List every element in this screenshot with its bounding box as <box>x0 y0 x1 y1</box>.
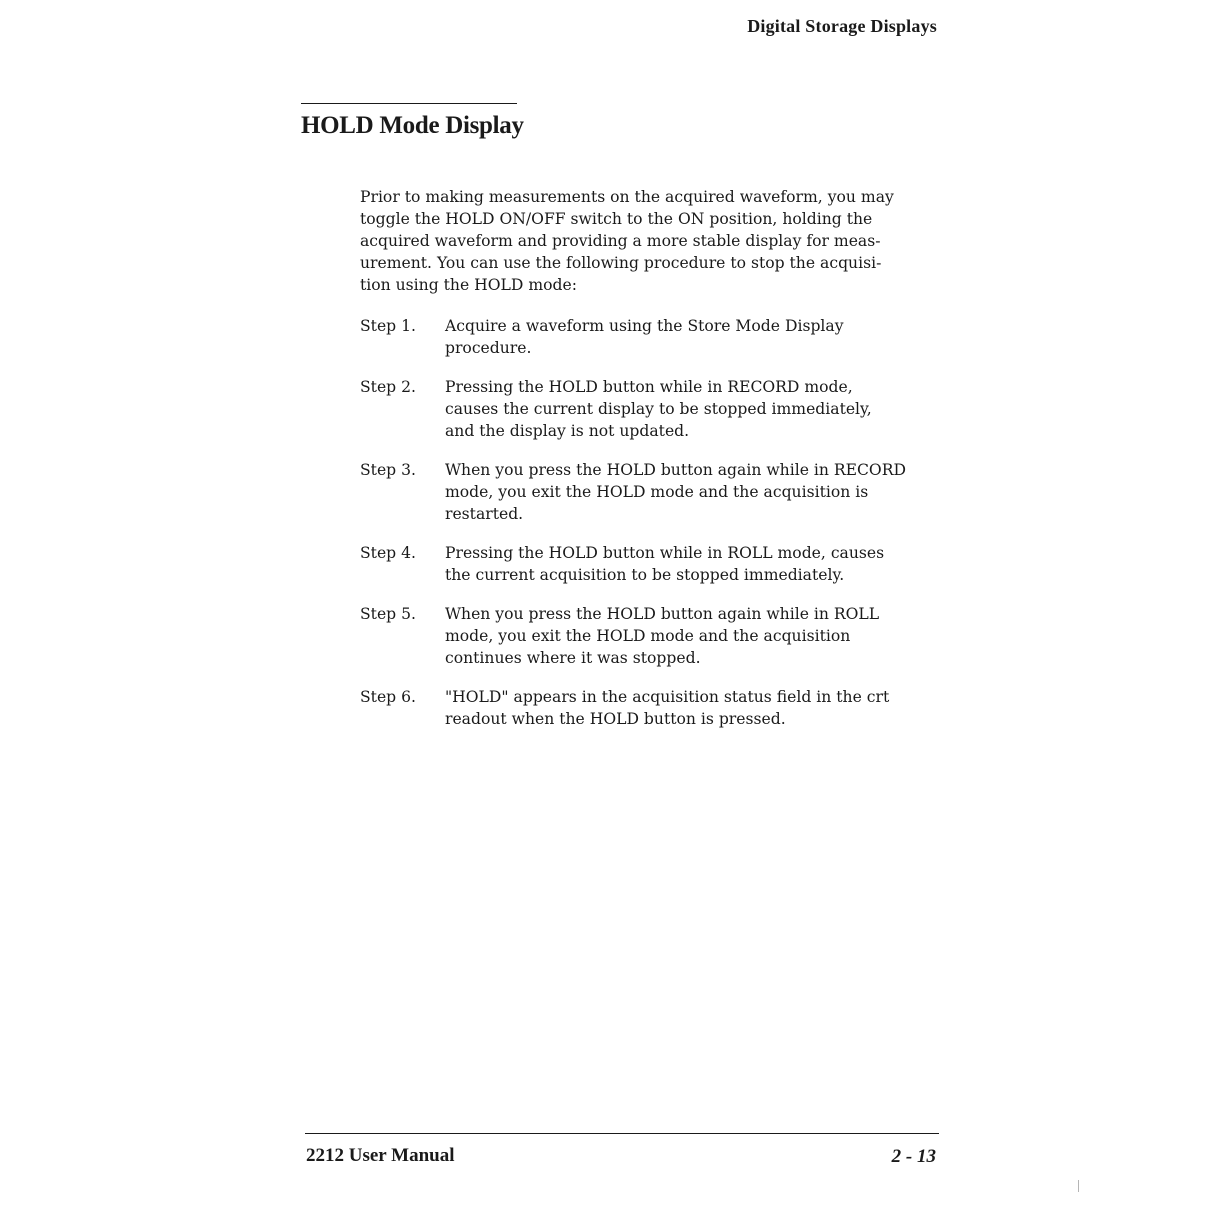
step-label: Step 1. <box>360 317 416 335</box>
step-6 <box>360 686 940 730</box>
procedure-steps <box>360 315 940 730</box>
step-5 <box>360 603 940 669</box>
manual-title: 2212 User Manual <box>306 1145 455 1166</box>
step-label: Step 5. <box>360 605 416 623</box>
step-text: Acquire a waveform using the Store Mode Display procedure. <box>445 317 844 357</box>
step-3 <box>360 459 940 525</box>
step-text: When you press the HOLD button again while in ROLL mode, you exit the HOLD mode and the acquisition continues where it was stopped. <box>445 605 880 667</box>
step-text: When you press the HOLD button again while in RECORD mode, you exit the HOLD mode and the acquisition is restarted. <box>445 461 906 523</box>
step-label: Step 6. <box>360 688 416 706</box>
section-title: HOLD Mode Display <box>301 112 524 139</box>
step-label: Step 4. <box>360 544 416 562</box>
step-2 <box>360 376 940 442</box>
page-number: 2 - 13 <box>891 1146 936 1167</box>
step-label: Step 3. <box>360 461 416 479</box>
running-header: Digital Storage Displays <box>747 16 937 36</box>
footer-rule <box>305 1133 939 1134</box>
step-4 <box>360 542 940 586</box>
scan-artifact <box>1078 1180 1079 1192</box>
step-text: Pressing the HOLD button while in ROLL mode, causes the current acquisition to be stopped immediately. <box>445 544 885 584</box>
step-text: "HOLD" appears in the acquisition status field in the crt readout when the HOLD button is pressed. <box>445 688 890 728</box>
section-body <box>360 186 940 747</box>
step-label: Step 2. <box>360 378 416 396</box>
step-text: Pressing the HOLD button while in RECORD mode, causes the current display to be stopped immediately, and the display is not updated. <box>445 378 872 440</box>
step-1 <box>360 315 940 359</box>
intro-paragraph: Prior to making measurements on the acquired waveform, you may toggle the HOLD ON/OFF switch to the ON position, holding the acquired waveform and providing a more stable display for meas- urement. You can use the following procedure to stop the acquisi- tion using the HOLD mode: <box>360 188 894 294</box>
section-rule <box>301 103 517 104</box>
